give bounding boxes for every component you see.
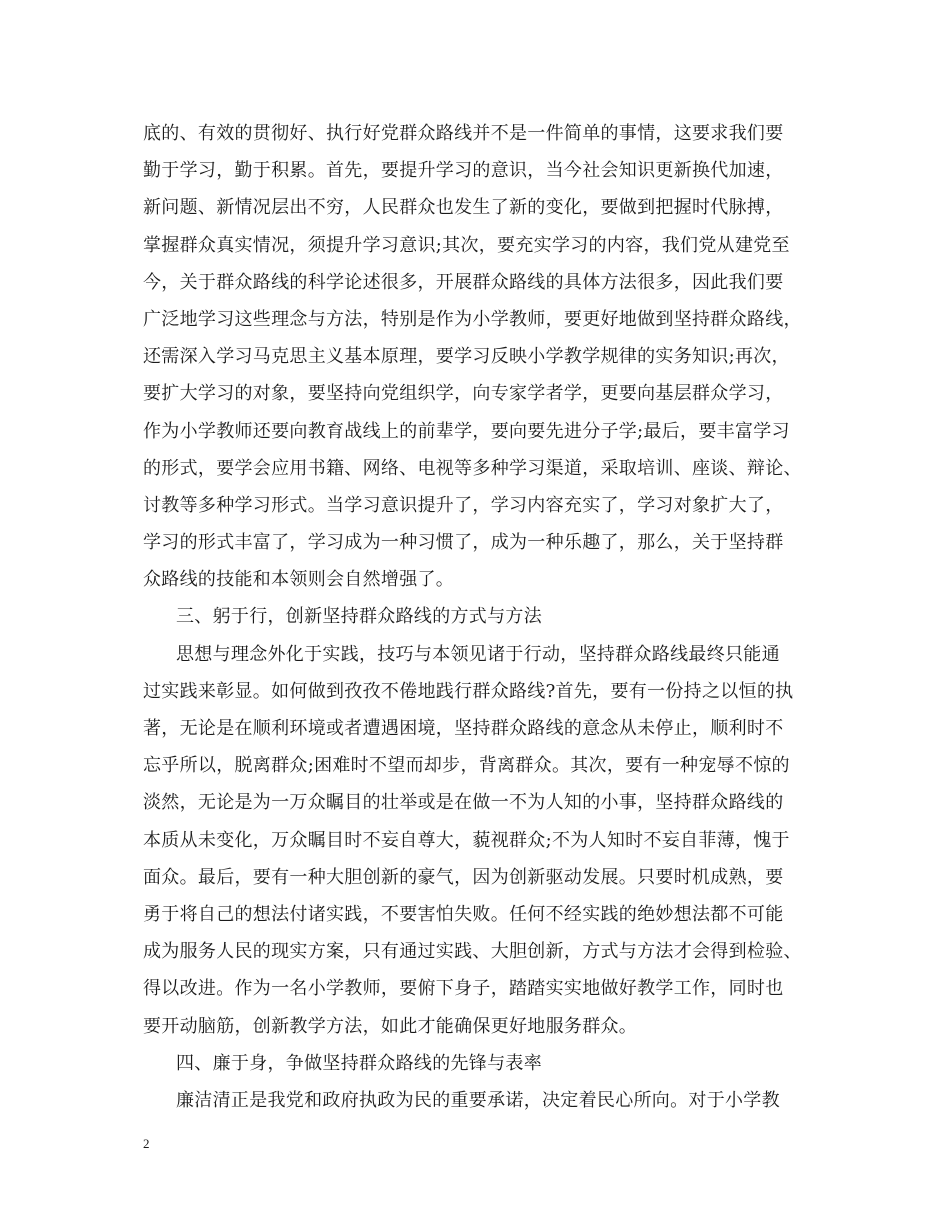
text-line: 忘乎所以，脱离群众;困难时不望而却步，背离群众。其次，要有一种宠辱不惊的 <box>143 755 790 777</box>
section-heading-3: 三、躬于行，创新坚持群众路线的方式与方法 <box>176 606 542 628</box>
text-line: 勇于将自己的想法付诸实践，不要害怕失败。任何不经实践的绝妙想法都不可能 <box>143 903 784 925</box>
page-number: 2 <box>143 1136 150 1151</box>
text-line: 学习的形式丰富了，学习成为一种习惯了，成为一种乐趣了，那么，关于坚持群 <box>143 532 784 554</box>
text-line: 作为小学教师还要向教育战线上的前辈学，要向要先进分子学;最后，要丰富学习 <box>143 420 790 442</box>
text-line: 新问题、新情况层出不穷，人民群众也发生了新的变化，要做到把握时代脉搏， <box>143 197 784 219</box>
text-line: 要开动脑筋，创新教学方法，如此才能确保更好地服务群众。 <box>143 1015 638 1037</box>
text-line: 掌握群众真实情况，须提升学习意识;其次，要充实学习的内容，我们党从建党至 <box>143 234 790 256</box>
text-line: 要扩大学习的对象，要坚持向党组织学，向专家学者学，更要向基层群众学习， <box>143 383 784 405</box>
text-line: 面众。最后，要有一种大胆创新的豪气，因为创新驱动发展。只要时机成熟，要 <box>143 866 784 888</box>
text-line: 著，无论是在顺利环境或者遭遇困境，坚持群众路线的意念从未停止，顺利时不 <box>143 718 784 739</box>
text-line: 底的、有效的贯彻好、执行好党群众路线并不是一件简单的事情，这要求我们要 <box>143 123 784 144</box>
paragraph-start-line: 廉洁清正是我党和政府执政为民的重要承诺，决定着民心所向。对于小学教 <box>176 1089 780 1111</box>
text-line: 成为服务人民的现实方案，只有通过实践、大胆创新，方式与方法才会得到检验、 <box>143 941 802 963</box>
text-line: 广泛地学习这些理念与方法，特别是作为小学教师，要更好地做到坚持群众路线， <box>143 308 802 330</box>
document-body <box>143 115 833 1119</box>
text-line: 今，关于群众路线的科学论述很多，开展群众路线的具体方法很多，因此我们要 <box>143 271 784 293</box>
section-heading-4: 四、廉于身，争做坚持群众路线的先锋与表率 <box>176 1052 542 1074</box>
paragraph-start-line: 思想与理念外化于实践，技巧与本领见诸于行动，坚持群众路线最终只能通 <box>176 643 780 665</box>
text-line: 得以改进。作为一名小学教师，要俯下身子，踏踏实实地做好教学工作，同时也 <box>143 978 784 1000</box>
text-line: 众路线的技能和本领则会自然增强了。 <box>143 569 455 591</box>
text-line: 的形式，要学会应用书籍、网络、电视等多种学习渠道，采取培训、座谈、辩论、 <box>143 457 802 479</box>
text-line: 过实践来彰显。如何做到孜孜不倦地践行群众路线?首先，要有一份持之以恒的执 <box>143 680 794 702</box>
text-line: 还需深入学习马克思主义基本原理，要学习反映小学教学规律的实务知识;再次， <box>143 346 790 368</box>
text-line: 勤于学习，勤于积累。首先，要提升学习的意识，当今社会知识更新换代加速， <box>143 160 784 182</box>
text-line: 淡然，无论是为一万众瞩目的壮举或是在做一不为人知的小事，坚持群众路线的 <box>143 792 784 814</box>
text-line: 讨教等多种学习形式。当学习意识提升了，学习内容充实了，学习对象扩大了， <box>143 494 784 516</box>
text-line: 本质从未变化，万众瞩目时不妄自尊大，藐视群众;不为人知时不妄自菲薄，愧于 <box>143 829 790 851</box>
